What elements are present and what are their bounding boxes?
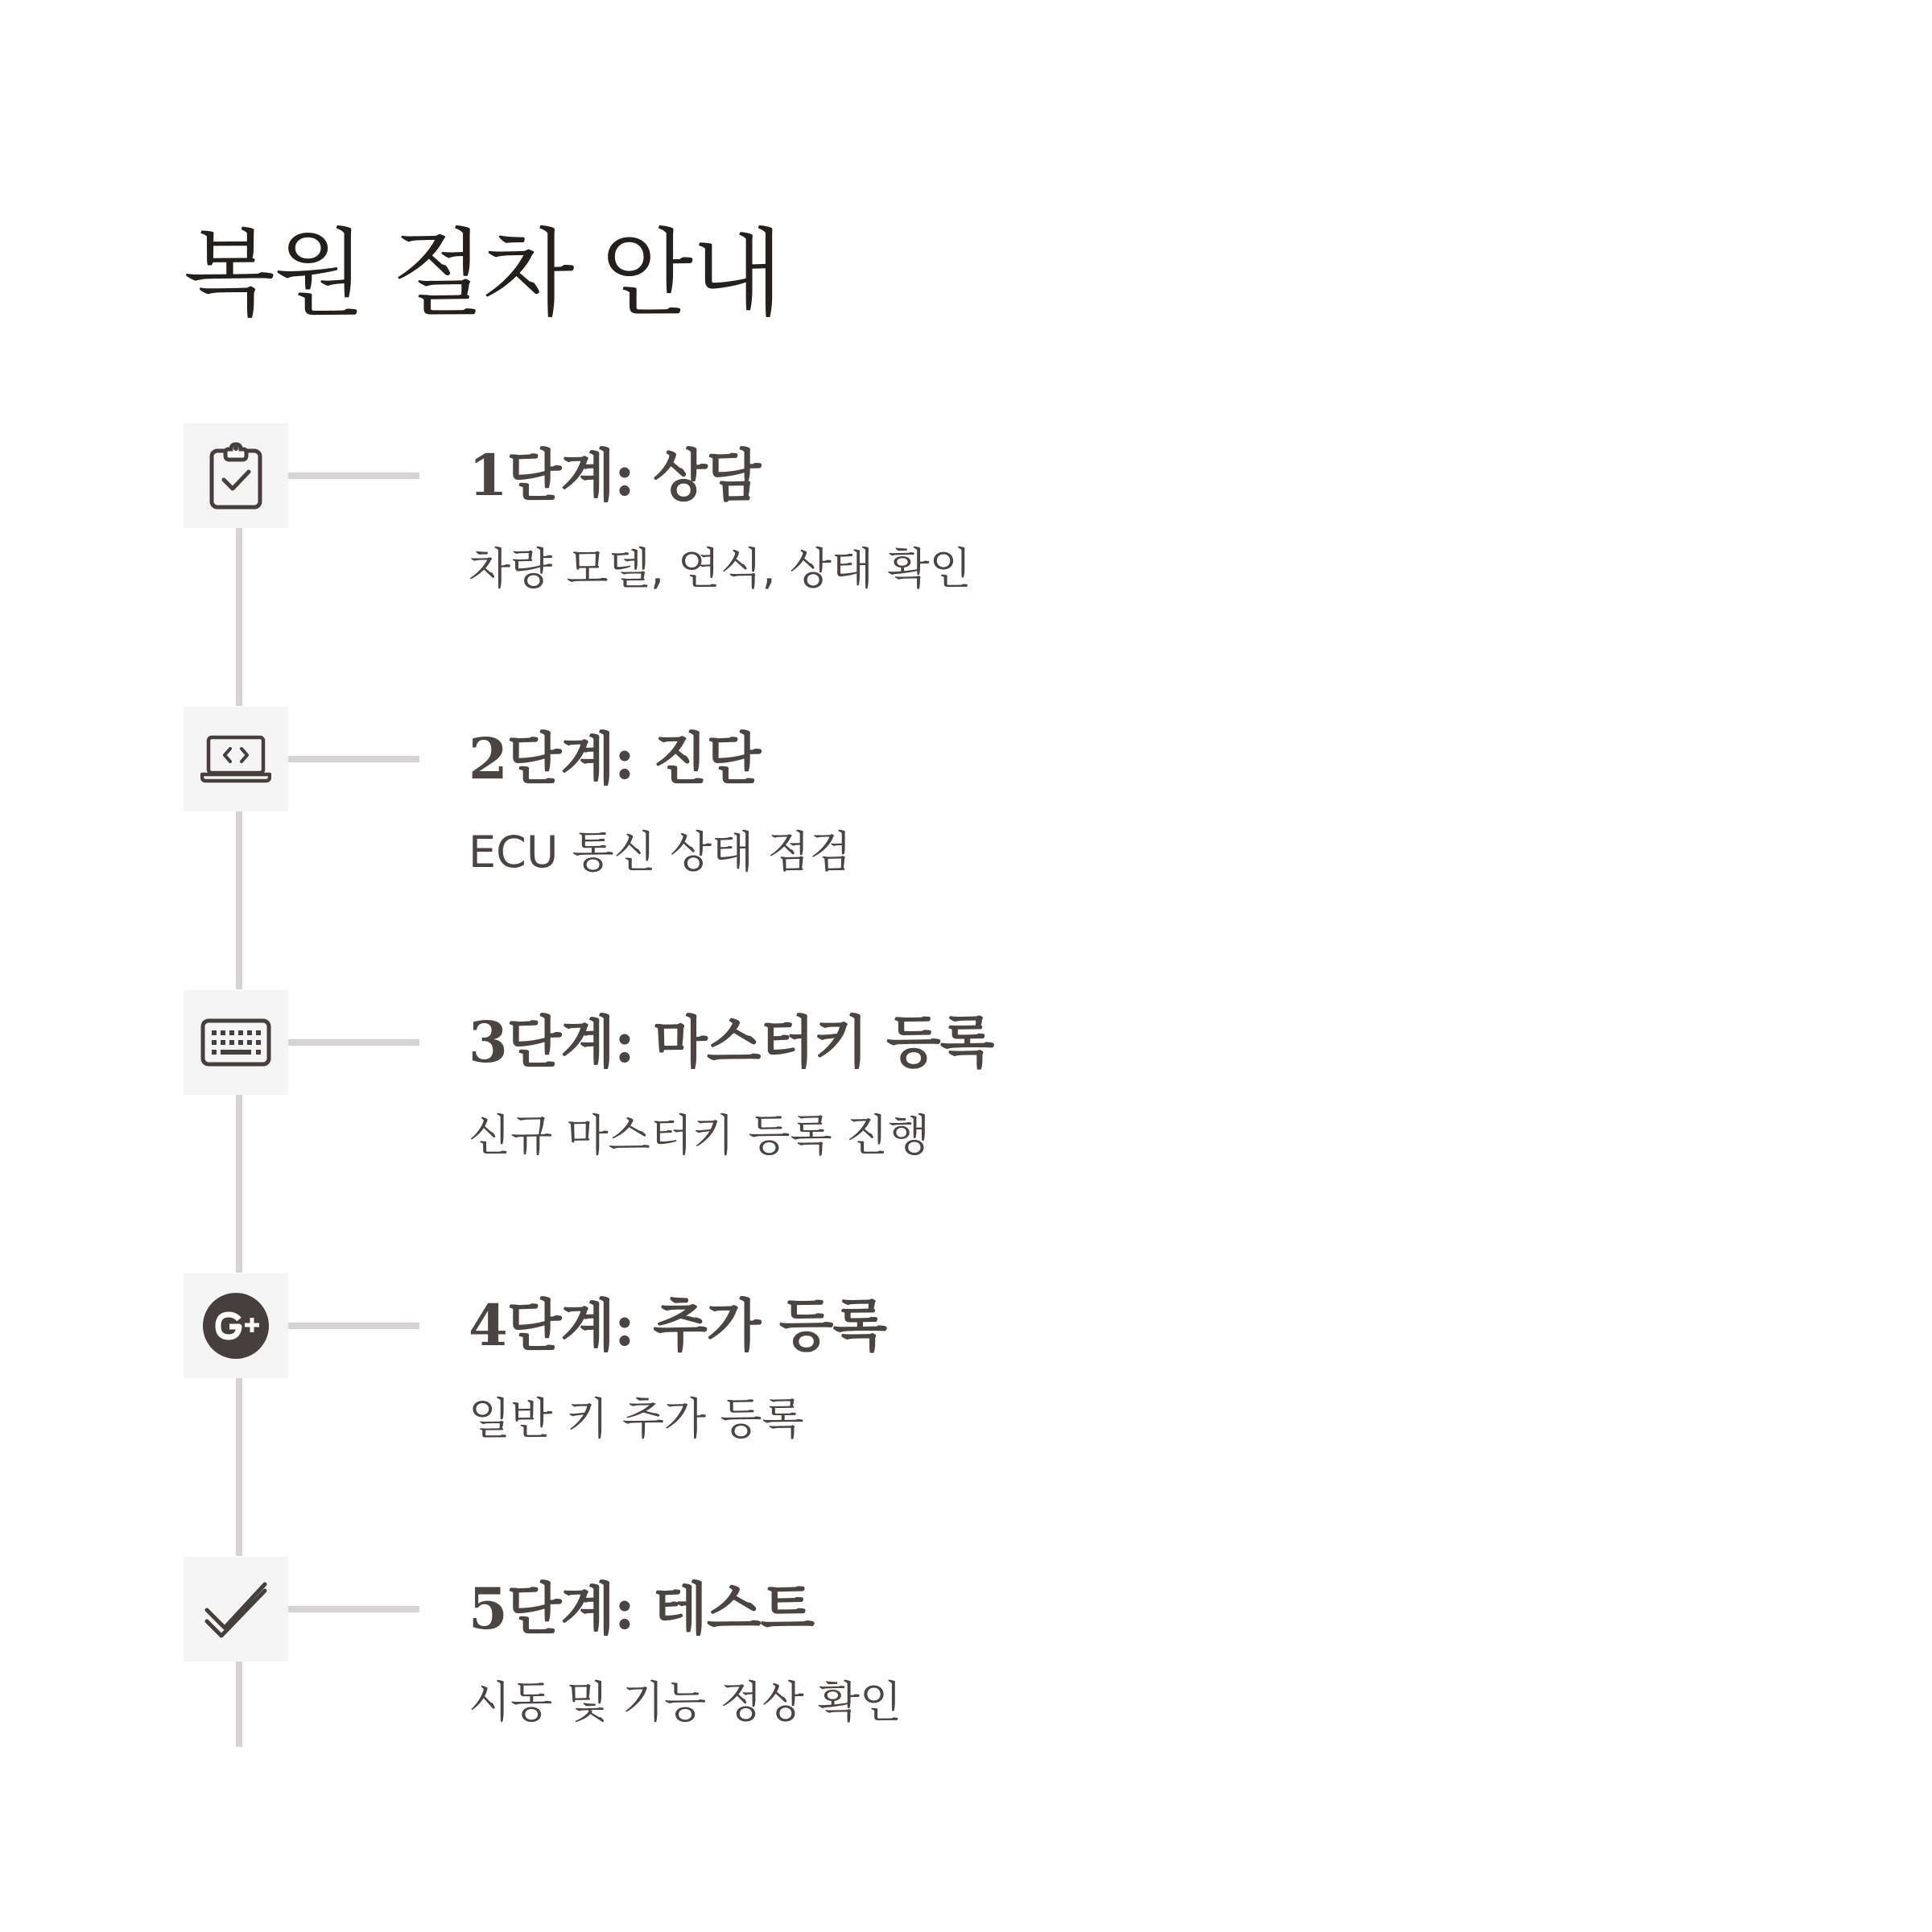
step-description: 신규 마스터키 등록 진행 (469, 1110, 931, 1161)
step-title: 3단계: 마스터키 등록 (469, 1009, 994, 1075)
step-icon-box (184, 1557, 288, 1662)
step-title: 1단계: 상담 (469, 442, 761, 509)
checkmark-icon (204, 1579, 268, 1639)
step-3 (0, 990, 1932, 1264)
step-icon-box (184, 423, 288, 528)
step-title: 4단계: 추가 등록 (469, 1292, 887, 1359)
step-connector (288, 1606, 419, 1612)
step-connector (288, 756, 419, 762)
page-title: 복원 절차 안내 (184, 218, 782, 329)
step-description: 시동 및 기능 정상 확인 (469, 1677, 902, 1728)
step-connector (288, 1323, 419, 1329)
step-connector (288, 473, 419, 479)
google-plus-icon (202, 1292, 270, 1360)
step-title: 5단계: 테스트 (469, 1575, 815, 1642)
step-4 (0, 1274, 1932, 1547)
step-icon-box (184, 1274, 288, 1378)
step-icon-box (184, 707, 288, 811)
step-2 (0, 707, 1932, 980)
step-5 (0, 1557, 1932, 1831)
laptop-code-icon (200, 734, 271, 784)
step-title: 2단계: 진단 (469, 725, 761, 792)
clipboard-check-icon (208, 441, 264, 510)
step-connector (288, 1039, 419, 1046)
keyboard-icon (200, 1018, 271, 1067)
step-1 (0, 423, 1932, 697)
step-description: 일반 키 추가 등록 (469, 1393, 804, 1444)
step-description: 차량 모델, 연식, 상태 확인 (469, 543, 972, 594)
step-icon-box (184, 990, 288, 1095)
step-description: ECU 통신 상태 점검 (469, 827, 852, 877)
